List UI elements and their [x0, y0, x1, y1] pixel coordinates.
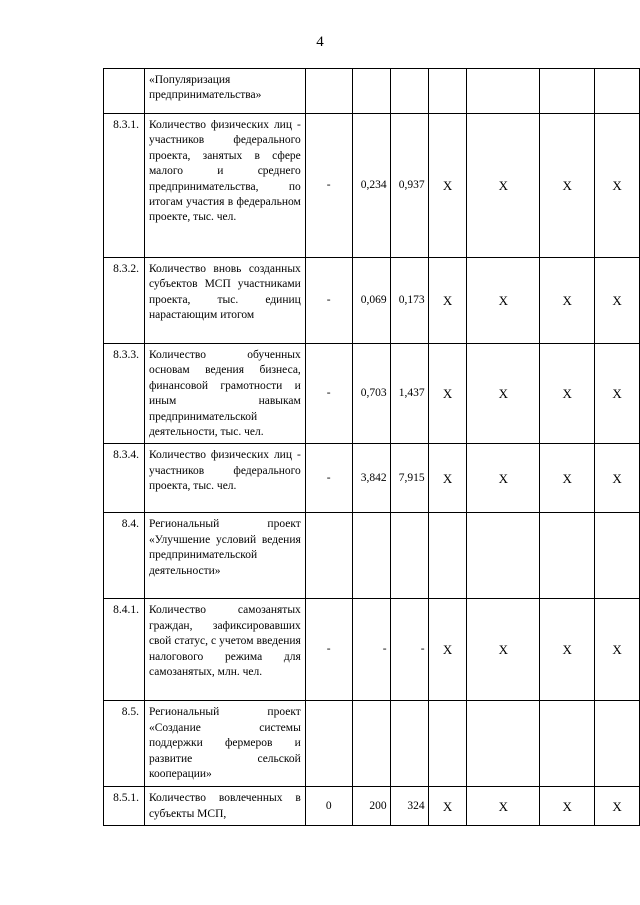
value-cell: [390, 69, 428, 114]
value-cell: X: [467, 599, 540, 701]
row-number: [104, 69, 145, 114]
value-cell: [428, 69, 467, 114]
value-cell: [467, 701, 540, 787]
value-cell: [305, 513, 352, 599]
row-number: 8.3.2.: [104, 258, 145, 344]
page-number: 4: [316, 34, 324, 50]
row-number: 8.5.1.: [104, 787, 145, 826]
value-cell: [352, 513, 390, 599]
value-cell: [428, 513, 467, 599]
value-cell: X: [428, 444, 467, 513]
indicator-name: Количество обученных основам ведения бизнеса, финансовой грамотности и иным навыкам предпринимательской деятельности, тыс. чел.: [144, 344, 305, 444]
value-cell: X: [595, 599, 640, 701]
value-cell: X: [540, 599, 595, 701]
table-row: [104, 444, 640, 513]
value-cell: 200: [352, 787, 390, 826]
value-cell: 0,069: [352, 258, 390, 344]
table-row: [104, 69, 640, 114]
value-cell: 3,842: [352, 444, 390, 513]
value-cell: 0,937: [390, 114, 428, 258]
value-cell: X: [595, 444, 640, 513]
value-cell: [352, 701, 390, 787]
value-cell: X: [540, 344, 595, 444]
row-number: 8.4.1.: [104, 599, 145, 701]
value-cell: X: [595, 114, 640, 258]
table-row: [104, 513, 640, 599]
value-cell: 1,437: [390, 344, 428, 444]
value-cell: 0,173: [390, 258, 428, 344]
row-number: 8.3.1.: [104, 114, 145, 258]
value-cell: X: [467, 444, 540, 513]
table-row: [104, 787, 640, 826]
row-number: 8.5.: [104, 701, 145, 787]
table-row: [104, 114, 640, 258]
value-cell: X: [467, 114, 540, 258]
value-cell: [595, 513, 640, 599]
value-cell: X: [540, 114, 595, 258]
value-cell: [467, 69, 540, 114]
indicator-name: Количество физических лиц - участников федерального проекта, тыс. чел.: [144, 444, 305, 513]
value-cell: 0: [305, 787, 352, 826]
row-number: 8.3.3.: [104, 344, 145, 444]
value-cell: [305, 69, 352, 114]
indicator-name: Количество физических лиц - участников федерального проекта, занятых в сфере малого и среднего предпринимательства, по итогам участия в федеральном проекте, тыс. чел.: [144, 114, 305, 258]
indicators-table: [103, 68, 640, 826]
indicator-name: Региональный проект «Создание системы поддержки фермеров и развитие сельской кооперации»: [144, 701, 305, 787]
indicator-name: Региональный проект «Улучшение условий ведения предпринимательской деятельности»: [144, 513, 305, 599]
value-cell: [305, 701, 352, 787]
value-cell: [540, 513, 595, 599]
table-row: [104, 258, 640, 344]
value-cell: X: [428, 344, 467, 444]
value-cell: 0,234: [352, 114, 390, 258]
value-cell: [390, 513, 428, 599]
value-cell: X: [595, 258, 640, 344]
value-cell: X: [595, 787, 640, 826]
value-cell: -: [305, 444, 352, 513]
table-row: [104, 344, 640, 444]
value-cell: X: [428, 114, 467, 258]
value-cell: [428, 701, 467, 787]
indicator-name: Количество вовлеченных в субъекты МСП,: [144, 787, 305, 826]
value-cell: [540, 701, 595, 787]
value-cell: [540, 69, 595, 114]
value-cell: 0,703: [352, 344, 390, 444]
table-row: [104, 599, 640, 701]
value-cell: X: [540, 258, 595, 344]
value-cell: X: [467, 344, 540, 444]
value-cell: -: [305, 344, 352, 444]
value-cell: [352, 69, 390, 114]
indicator-name: «Популяризация предпринимательства»: [144, 69, 305, 114]
value-cell: -: [390, 599, 428, 701]
value-cell: X: [540, 444, 595, 513]
value-cell: X: [428, 258, 467, 344]
value-cell: -: [305, 599, 352, 701]
value-cell: X: [595, 344, 640, 444]
value-cell: X: [428, 599, 467, 701]
table-row: [104, 701, 640, 787]
value-cell: X: [428, 787, 467, 826]
row-number: 8.3.4.: [104, 444, 145, 513]
value-cell: 7,915: [390, 444, 428, 513]
value-cell: X: [540, 787, 595, 826]
row-number: 8.4.: [104, 513, 145, 599]
indicator-name: Количество самозанятых граждан, зафиксировавших свой статус, с учетом введения налогового режима для самозанятых, млн. чел.: [144, 599, 305, 701]
value-cell: X: [467, 787, 540, 826]
value-cell: [595, 69, 640, 114]
value-cell: -: [305, 114, 352, 258]
value-cell: -: [352, 599, 390, 701]
value-cell: [467, 513, 540, 599]
indicator-name: Количество вновь созданных субъектов МСП участниками проекта, тыс. единиц нарастающим итогом: [144, 258, 305, 344]
value-cell: X: [467, 258, 540, 344]
value-cell: [390, 701, 428, 787]
value-cell: [595, 701, 640, 787]
value-cell: 324: [390, 787, 428, 826]
value-cell: -: [305, 258, 352, 344]
